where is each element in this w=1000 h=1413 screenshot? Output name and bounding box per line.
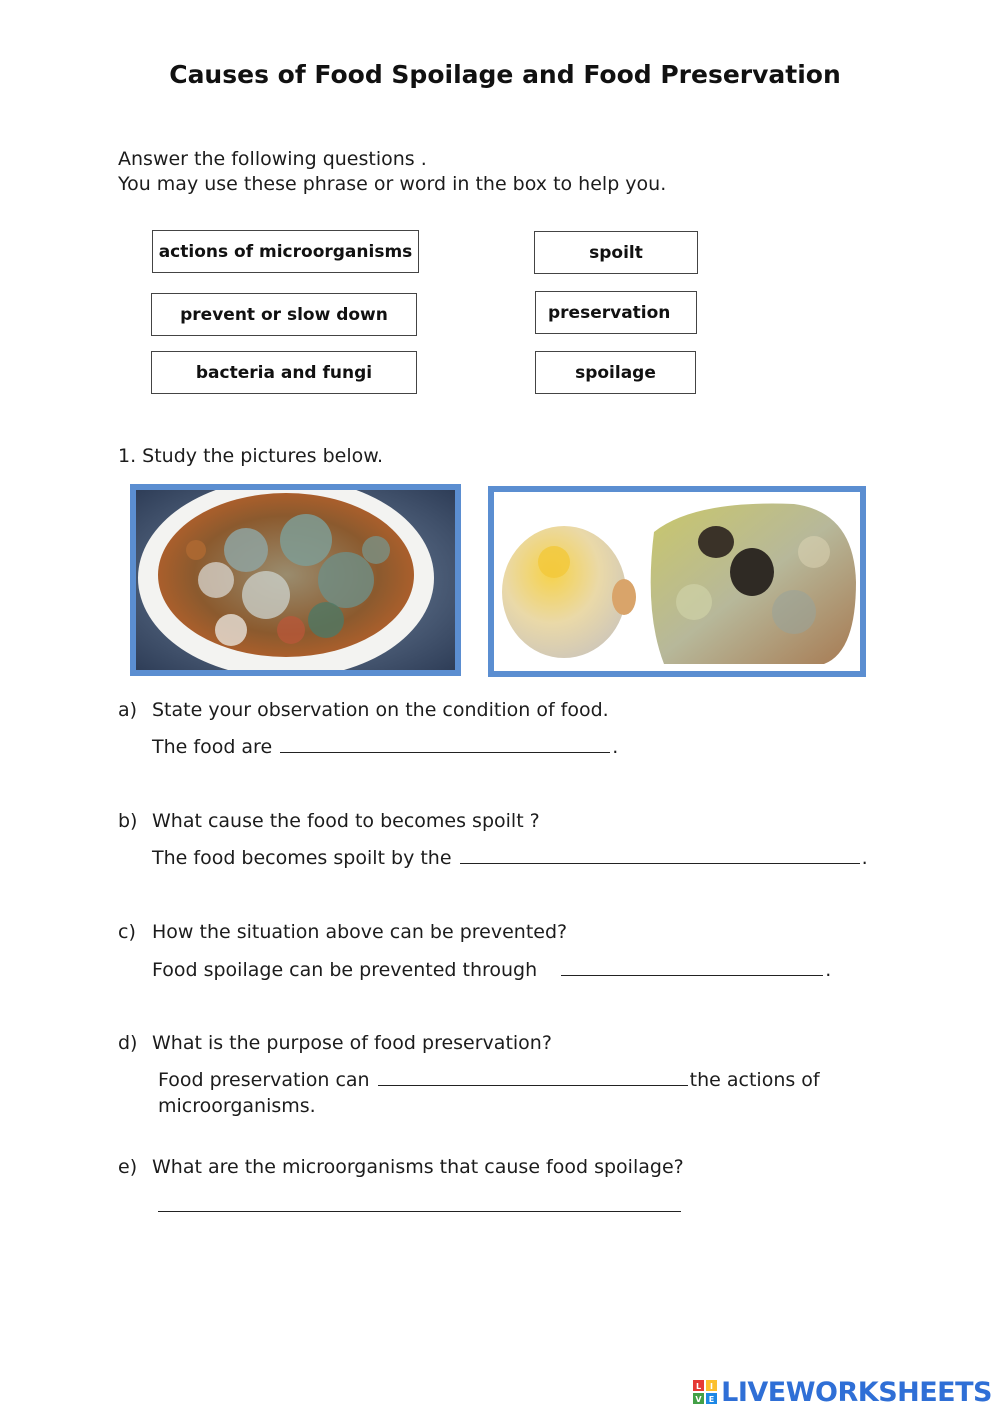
svg-text:L: L	[696, 1382, 702, 1391]
answer-b-blank[interactable]	[460, 845, 860, 864]
question-a	[118, 697, 609, 723]
answer-d-blank[interactable]	[378, 1067, 688, 1086]
answer-b-suffix: .	[861, 847, 868, 869]
svg-text:V: V	[695, 1395, 702, 1404]
moldy-fruit-bread-image	[488, 486, 866, 677]
answer-d-line-2: microorganisms.	[158, 1095, 316, 1117]
word-box-preservation: preservation	[535, 291, 697, 334]
answer-c-prefix: Food spoilage can be prevented through	[152, 959, 538, 981]
moldy-bowl-illustration	[136, 490, 455, 670]
moldy-fruit-bread-illustration	[494, 492, 860, 671]
answer-a-blank[interactable]	[280, 734, 610, 753]
answer-a-suffix: .	[612, 736, 619, 758]
word-box-spoilt: spoilt	[534, 231, 698, 274]
question-e-text: What are the microorganisms that cause food spoilage?	[152, 1156, 684, 1178]
moldy-bowl-image	[130, 484, 461, 676]
answer-d-line	[158, 1067, 820, 1093]
question-c-text: How the situation above can be prevented?	[152, 921, 568, 943]
word-box-prevent-or-slow-down: prevent or slow down	[151, 293, 417, 336]
question-d-text: What is the purpose of food preservation?	[152, 1032, 552, 1054]
page-title: Causes of Food Spoilage and Food Preservation	[169, 60, 841, 89]
answer-a-line	[152, 734, 618, 760]
answer-c-line	[152, 957, 831, 983]
liveworksheets-logo	[693, 1375, 992, 1409]
answer-d-prefix: Food preservation can	[158, 1069, 370, 1091]
question-1-label: 1. Study the pictures below.	[118, 445, 384, 467]
answer-c-suffix: .	[825, 959, 832, 981]
question-b-text: What cause the food to becomes spoilt ?	[152, 810, 540, 832]
answer-b-prefix: The food becomes spoilt by the	[152, 847, 452, 869]
question-d	[118, 1030, 552, 1056]
question-c	[118, 919, 568, 945]
question-b-letter: b)	[118, 810, 138, 832]
answer-a-prefix: The food are	[152, 736, 273, 758]
svg-text:I: I	[710, 1382, 714, 1391]
answer-b-line	[152, 845, 868, 871]
question-c-letter: c)	[118, 921, 136, 943]
answer-d-middle: the actions of	[689, 1069, 820, 1091]
instruction-line-1: Answer the following questions .	[118, 148, 427, 170]
question-d-letter: d)	[118, 1032, 138, 1054]
question-b	[118, 808, 540, 834]
svg-text:E: E	[708, 1395, 715, 1404]
liveworksheets-wordmark: LIVEWORKSHEETS	[721, 1376, 992, 1408]
question-a-letter: a)	[118, 699, 138, 721]
word-box-actions-of-microorganisms: actions of microorganisms	[152, 230, 419, 273]
instruction-line-2: You may use these phrase or word in the box to help you.	[118, 173, 667, 195]
word-box-bacteria-and-fungi: bacteria and fungi	[151, 351, 417, 394]
question-e	[118, 1154, 684, 1180]
answer-c-blank[interactable]	[561, 957, 823, 976]
question-a-text: State your observation on the condition of food.	[152, 699, 609, 721]
answer-e-blank[interactable]	[158, 1211, 681, 1212]
question-e-letter: e)	[118, 1156, 138, 1178]
liveworksheets-logo-icon	[693, 1380, 717, 1404]
word-box-spoilage: spoilage	[535, 351, 696, 394]
